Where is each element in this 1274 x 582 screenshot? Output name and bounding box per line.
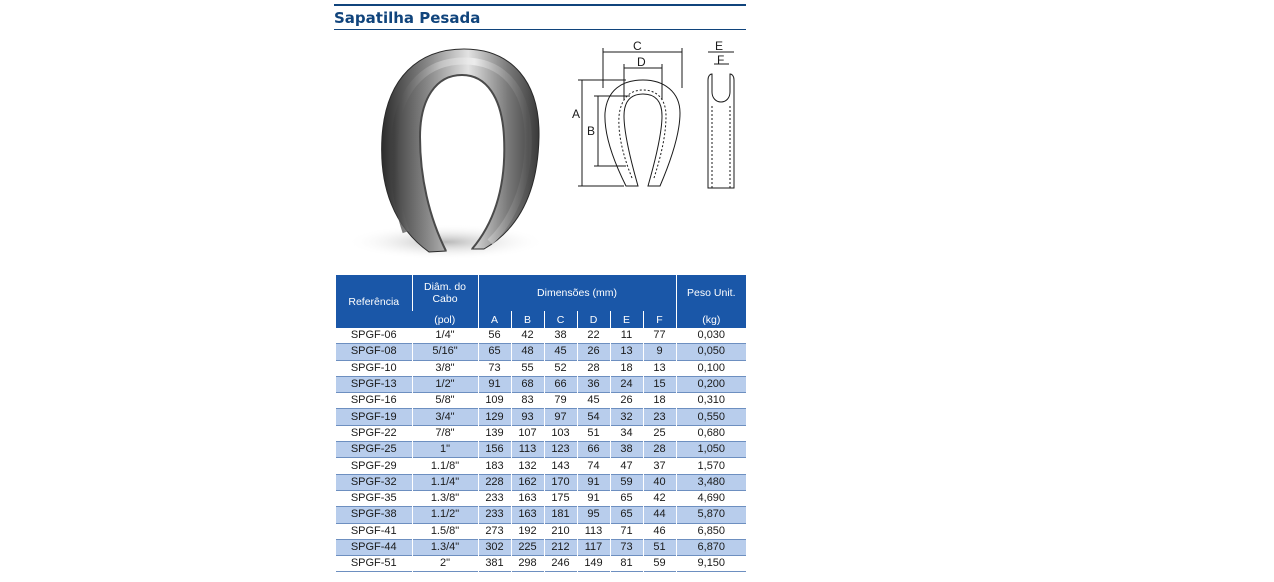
cell-a: 91: [478, 376, 511, 392]
cell-f: 9: [643, 344, 676, 360]
label-f: F: [717, 53, 725, 67]
cell-referencia: SPGF-10: [336, 360, 412, 376]
cell-c: 175: [544, 490, 577, 506]
cell-d: 45: [577, 393, 610, 409]
spec-table-body: [336, 328, 746, 572]
cell-a: 73: [478, 360, 511, 376]
cell-d: 26: [577, 344, 610, 360]
cell-d: 149: [577, 556, 610, 572]
cell-a: 156: [478, 442, 511, 458]
cell-peso: 3,480: [676, 474, 746, 490]
cell-f: 23: [643, 409, 676, 425]
cell-b: 48: [511, 344, 544, 360]
cell-e: 32: [610, 409, 643, 425]
cell-f: 44: [643, 507, 676, 523]
header-referencia: Referência: [336, 275, 412, 328]
cell-peso: 0,550: [676, 409, 746, 425]
cell-e: 73: [610, 539, 643, 555]
thimble-photo: [334, 37, 549, 267]
table-row: [336, 393, 746, 409]
cell-e: 59: [610, 474, 643, 490]
cell-e: 71: [610, 523, 643, 539]
label-e: E: [715, 39, 724, 53]
cell-f: 42: [643, 490, 676, 506]
cell-c: 210: [544, 523, 577, 539]
cell-b: 132: [511, 458, 544, 474]
cell-peso: 4,690: [676, 490, 746, 506]
cell-f: 46: [643, 523, 676, 539]
cell-b: 225: [511, 539, 544, 555]
cell-referencia: SPGF-35: [336, 490, 412, 506]
cell-f: 37: [643, 458, 676, 474]
cell-d: 74: [577, 458, 610, 474]
spec-table: [336, 275, 746, 572]
table-row: [336, 328, 746, 344]
header-peso: Peso Unit.: [676, 275, 746, 311]
cell-peso: 6,850: [676, 523, 746, 539]
cell-c: 103: [544, 425, 577, 441]
header-dim-f: F: [643, 311, 676, 328]
table-row: [336, 523, 746, 539]
label-d: D: [637, 55, 646, 69]
cell-b: 192: [511, 523, 544, 539]
cell-a: 129: [478, 409, 511, 425]
header-dim-a: A: [478, 311, 511, 328]
cell-peso: 1,570: [676, 458, 746, 474]
cell-b: 55: [511, 360, 544, 376]
cell-f: 59: [643, 556, 676, 572]
cell-referencia: SPGF-06: [336, 328, 412, 344]
cell-f: 28: [643, 442, 676, 458]
cell-referencia: SPGF-25: [336, 442, 412, 458]
label-b: B: [587, 124, 596, 138]
header-dim-d: D: [577, 311, 610, 328]
page-title: Sapatilha Pesada: [334, 9, 481, 27]
table-row: [336, 360, 746, 376]
table-row: [336, 409, 746, 425]
cell-a: 109: [478, 393, 511, 409]
cell-diametro: 1/4": [412, 328, 478, 344]
cell-diametro: 1.1/8": [412, 458, 478, 474]
cell-c: 38: [544, 328, 577, 344]
cell-e: 13: [610, 344, 643, 360]
cell-d: 117: [577, 539, 610, 555]
cell-diametro: 1.5/8": [412, 523, 478, 539]
table-row: [336, 425, 746, 441]
cell-a: 302: [478, 539, 511, 555]
header-dim-e: E: [610, 311, 643, 328]
catalog-page: [334, 4, 746, 570]
cell-e: 81: [610, 556, 643, 572]
cell-diametro: 1/2": [412, 376, 478, 392]
cell-peso: 9,150: [676, 556, 746, 572]
cell-b: 298: [511, 556, 544, 572]
cell-b: 107: [511, 425, 544, 441]
cell-c: 79: [544, 393, 577, 409]
cell-e: 34: [610, 425, 643, 441]
cell-referencia: SPGF-08: [336, 344, 412, 360]
header-dim-c: C: [544, 311, 577, 328]
cell-peso: 0,050: [676, 344, 746, 360]
cell-e: 24: [610, 376, 643, 392]
table-row: [336, 490, 746, 506]
cell-c: 170: [544, 474, 577, 490]
cell-f: 18: [643, 393, 676, 409]
cell-d: 91: [577, 490, 610, 506]
cell-f: 15: [643, 376, 676, 392]
cell-referencia: SPGF-44: [336, 539, 412, 555]
cell-b: 163: [511, 490, 544, 506]
header-diametro: Diâm. do Cabo: [412, 275, 478, 311]
cell-e: 11: [610, 328, 643, 344]
cell-b: 68: [511, 376, 544, 392]
table-row: [336, 556, 746, 572]
table-row: [336, 376, 746, 392]
cell-peso: 0,310: [676, 393, 746, 409]
header-diametro-unit: (pol): [412, 311, 478, 328]
cell-f: 51: [643, 539, 676, 555]
cell-f: 77: [643, 328, 676, 344]
cell-diametro: 5/8": [412, 393, 478, 409]
cell-peso: 0,100: [676, 360, 746, 376]
cell-referencia: SPGF-13: [336, 376, 412, 392]
cell-c: 97: [544, 409, 577, 425]
cell-c: 123: [544, 442, 577, 458]
cell-d: 54: [577, 409, 610, 425]
cell-a: 56: [478, 328, 511, 344]
cell-diametro: 1": [412, 442, 478, 458]
cell-e: 65: [610, 490, 643, 506]
cell-d: 22: [577, 328, 610, 344]
header-peso-unit: (kg): [676, 311, 746, 328]
title-rule-bottom: [334, 29, 746, 30]
cell-diametro: 5/16": [412, 344, 478, 360]
cell-referencia: SPGF-32: [336, 474, 412, 490]
cell-e: 47: [610, 458, 643, 474]
cell-c: 45: [544, 344, 577, 360]
label-a: A: [572, 107, 581, 121]
thimble-front-drawing: [574, 38, 684, 188]
cell-c: 52: [544, 360, 577, 376]
cell-diametro: 7/8": [412, 425, 478, 441]
cell-referencia: SPGF-38: [336, 507, 412, 523]
cell-d: 113: [577, 523, 610, 539]
cell-referencia: SPGF-51: [336, 556, 412, 572]
cell-diametro: 3/4": [412, 409, 478, 425]
cell-e: 18: [610, 360, 643, 376]
cell-diametro: 1.3/8": [412, 490, 478, 506]
cell-peso: 1,050: [676, 442, 746, 458]
cell-d: 95: [577, 507, 610, 523]
cell-b: 163: [511, 507, 544, 523]
cell-a: 381: [478, 556, 511, 572]
cell-b: 113: [511, 442, 544, 458]
cell-e: 38: [610, 442, 643, 458]
cell-diametro: 2": [412, 556, 478, 572]
cell-diametro: 1.1/2": [412, 507, 478, 523]
cell-e: 65: [610, 507, 643, 523]
cell-peso: 5,870: [676, 507, 746, 523]
table-row: [336, 344, 746, 360]
cell-referencia: SPGF-19: [336, 409, 412, 425]
cell-b: 162: [511, 474, 544, 490]
cell-f: 25: [643, 425, 676, 441]
cell-referencia: SPGF-41: [336, 523, 412, 539]
header-dim-b: B: [511, 311, 544, 328]
cell-a: 65: [478, 344, 511, 360]
cell-d: 36: [577, 376, 610, 392]
table-row: [336, 539, 746, 555]
cell-e: 26: [610, 393, 643, 409]
cell-a: 273: [478, 523, 511, 539]
cell-diametro: 1.1/4": [412, 474, 478, 490]
cell-c: 212: [544, 539, 577, 555]
cell-d: 91: [577, 474, 610, 490]
cell-peso: 0,680: [676, 425, 746, 441]
cell-d: 28: [577, 360, 610, 376]
cell-c: 66: [544, 376, 577, 392]
label-c: C: [633, 39, 642, 53]
cell-a: 183: [478, 458, 511, 474]
table-row: [336, 474, 746, 490]
cell-b: 83: [511, 393, 544, 409]
cell-referencia: SPGF-22: [336, 425, 412, 441]
cell-diametro: 1.3/4": [412, 539, 478, 555]
cell-peso: 0,200: [676, 376, 746, 392]
cell-f: 40: [643, 474, 676, 490]
cell-referencia: SPGF-16: [336, 393, 412, 409]
cell-diametro: 3/8": [412, 360, 478, 376]
cell-b: 42: [511, 328, 544, 344]
thimble-side-drawing: [702, 38, 742, 188]
cell-c: 246: [544, 556, 577, 572]
cell-c: 181: [544, 507, 577, 523]
cell-d: 66: [577, 442, 610, 458]
table-row: [336, 507, 746, 523]
cell-a: 139: [478, 425, 511, 441]
cell-peso: 6,870: [676, 539, 746, 555]
cell-b: 93: [511, 409, 544, 425]
cell-d: 51: [577, 425, 610, 441]
cell-peso: 0,030: [676, 328, 746, 344]
table-row: [336, 458, 746, 474]
cell-a: 233: [478, 507, 511, 523]
cell-c: 143: [544, 458, 577, 474]
header-dimensoes: Dimensões (mm): [478, 275, 676, 311]
cell-a: 233: [478, 490, 511, 506]
cell-referencia: SPGF-29: [336, 458, 412, 474]
cell-a: 228: [478, 474, 511, 490]
table-row: [336, 442, 746, 458]
cell-f: 13: [643, 360, 676, 376]
